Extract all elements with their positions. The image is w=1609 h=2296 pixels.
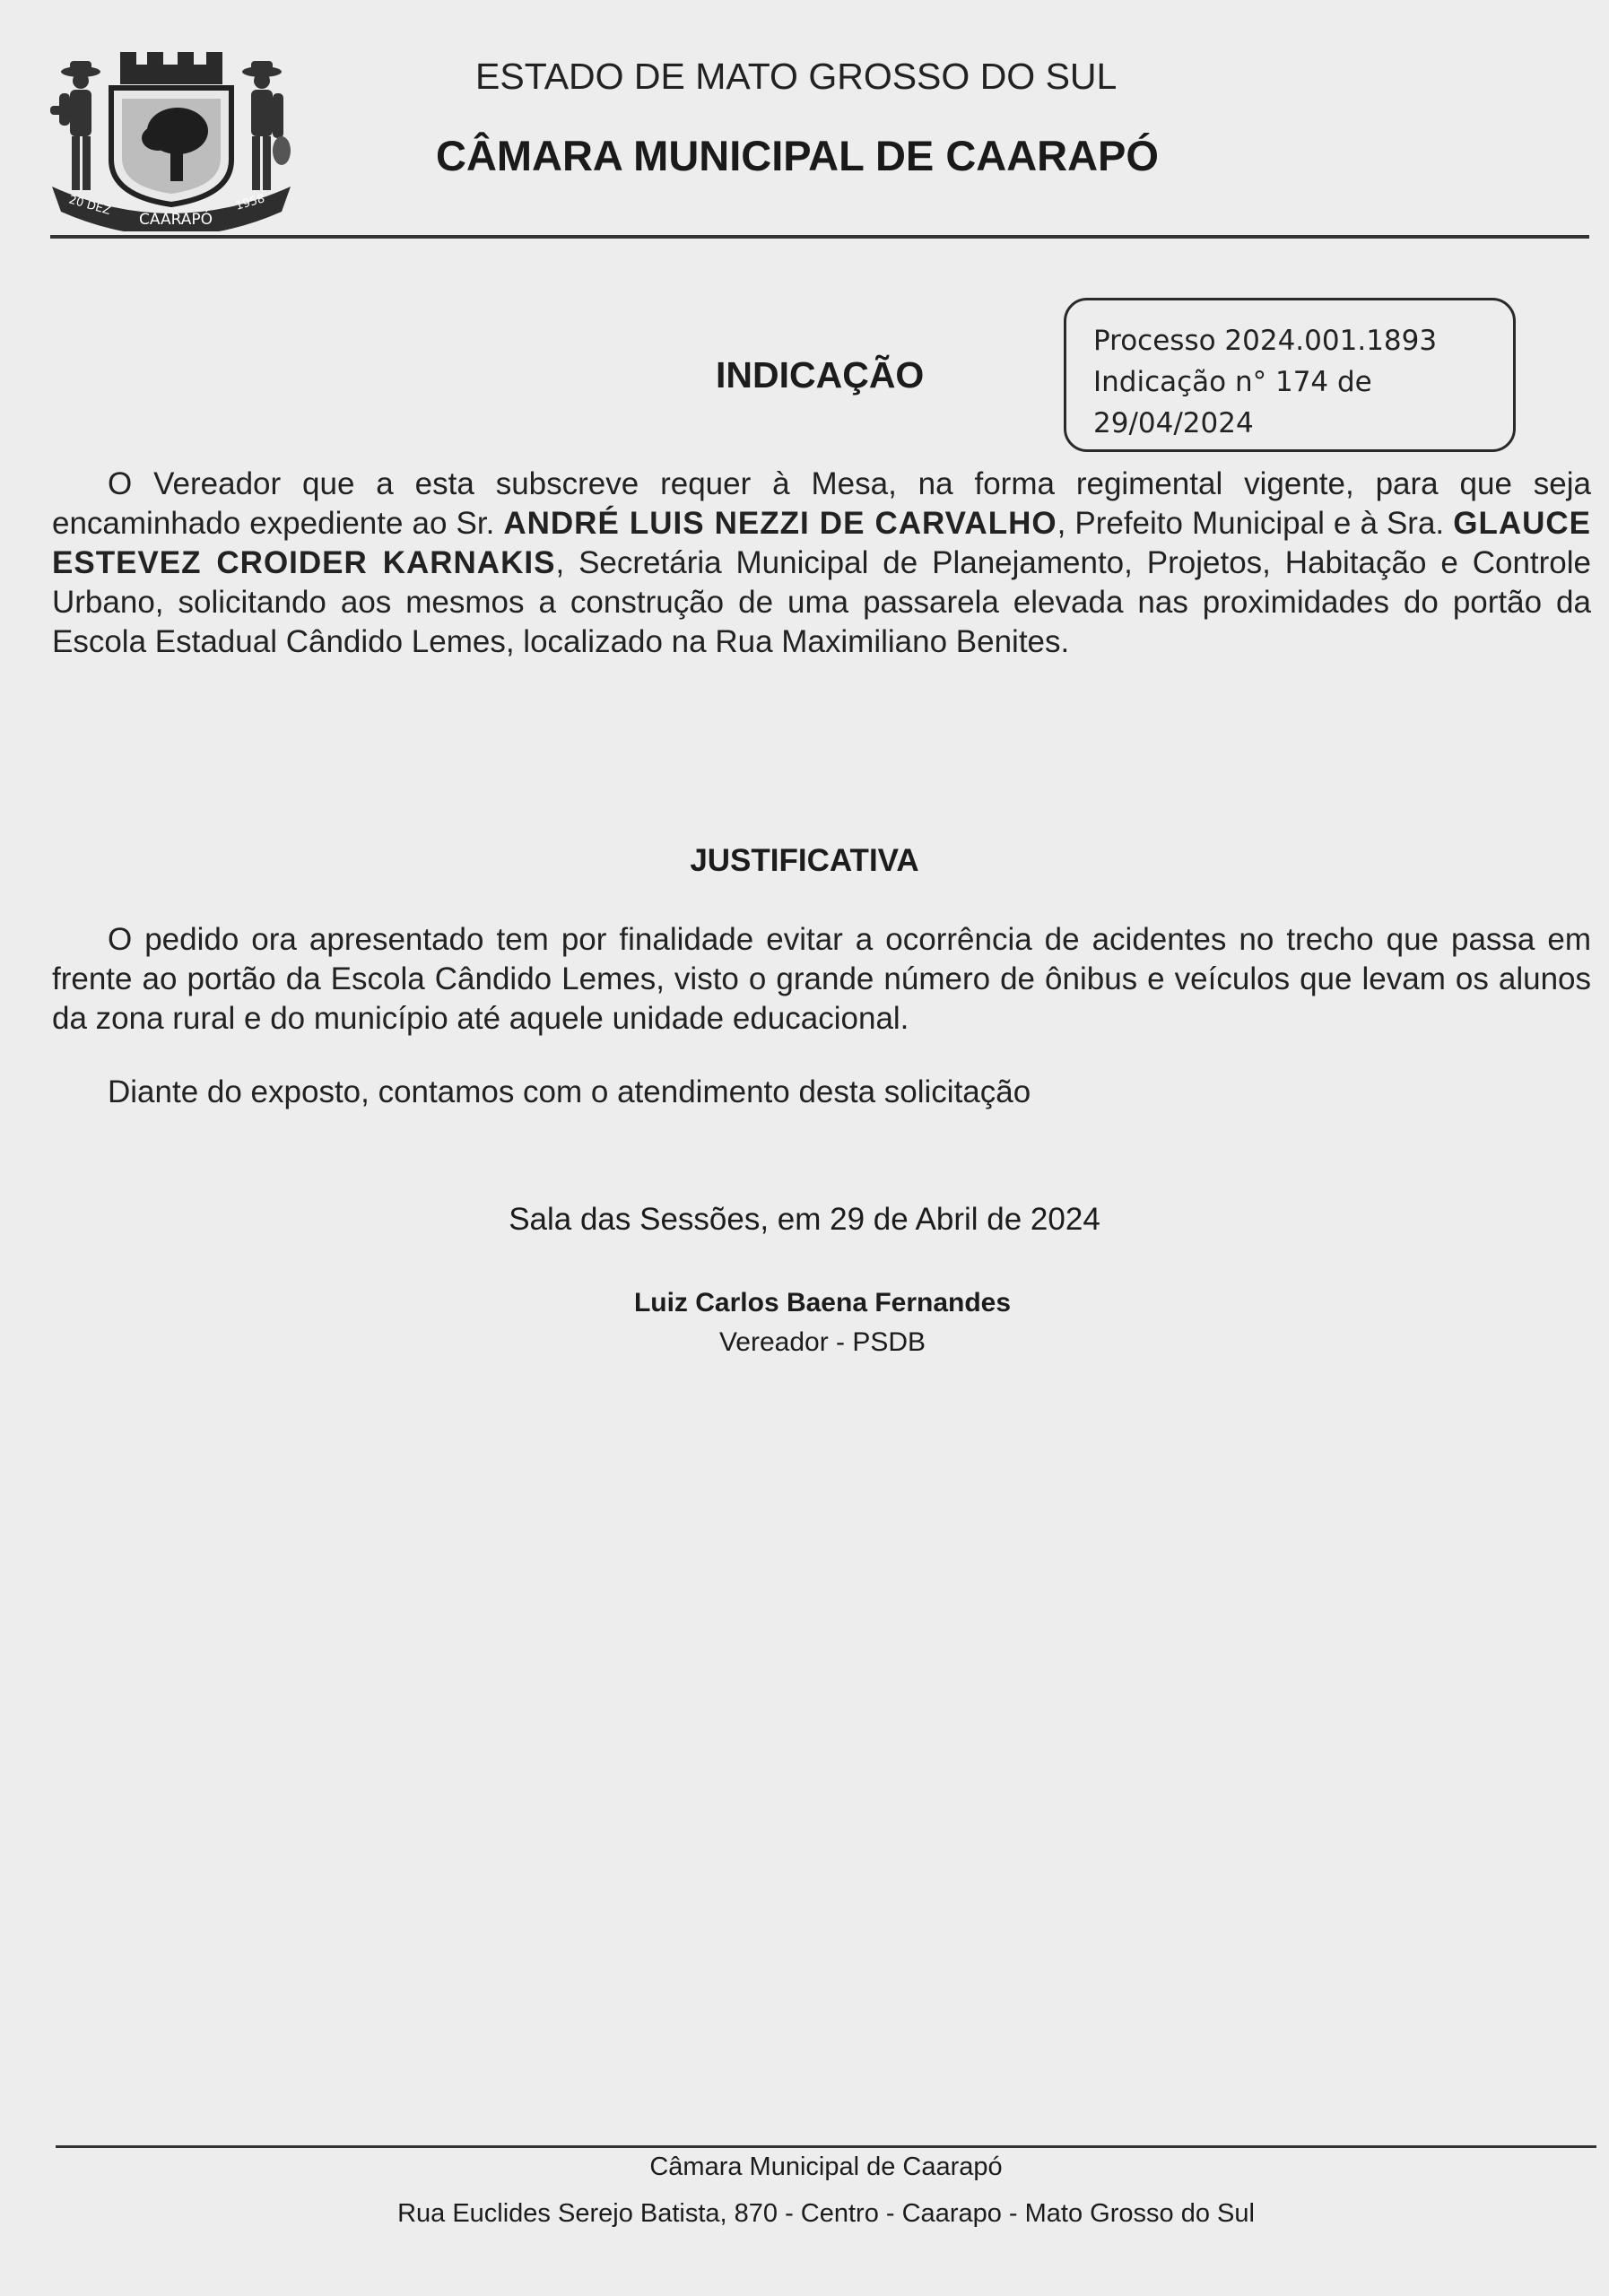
closing-paragraph (52, 1073, 1591, 1112)
municipal-crest-logo (47, 52, 296, 231)
footer-institution: Câmara Municipal de Caarapó (649, 2152, 1003, 2181)
justification-title: JUSTIFICATIVA (690, 843, 919, 878)
request-text-a: O Vereador que a esta subscreve requer à Mesa, na forma regimental vigente, para que seja encaminhado expediente ao Sr. (52, 466, 1591, 541)
secretary-name: GLAUCE ESTEVEZ CROIDER KARNAKIS (52, 506, 1591, 580)
request-paragraph (52, 465, 1591, 662)
crest-ribbon-right: 1958 (233, 192, 266, 213)
stamp-process-number: Processo 2024.001.1893 (1093, 325, 1438, 357)
crest-ribbon-left: 20 DEZ (66, 193, 112, 219)
footer-address: Rua Euclides Serejo Batista, 870 - Centro - Caarapo - Mato Grosso do Sul (397, 2199, 1255, 2228)
signer-role: Vereador - PSDB (718, 1327, 926, 1357)
justification-text: O pedido ora apresentado tem por finalidade evitar a ocorrência de acidentes no trecho que passa em frente ao portão da Escola Cândido Lemes, visto o grande número de ônibus e veículos que levam os alunos da zona rural e do município até aquele unidade educacional. (52, 922, 1591, 1036)
protocol-stamp (1064, 298, 1516, 452)
signer-name: Luiz Carlos Baena Fernandes (633, 1288, 1012, 1318)
session-date-line: Sala das Sessões, em 29 de Abril de 2024 (509, 1202, 1100, 1237)
request-text-c: , Secretária Municipal de Planejamento, Projetos, Habitação e Controle Urbano, solicitando aos mesmos a construção de uma passarela elevada nas proximidades do portão da Escola Estadual Cândido Lemes, localizado na Rua Maximiliano Benites. (52, 545, 1591, 659)
header-divider (50, 235, 1589, 239)
request-text-b: , Prefeito Municipal e à Sra. (1057, 506, 1445, 541)
mayor-name: ANDRÉ LUIS NEZZI DE CARVALHO (503, 506, 1057, 541)
header-chamber: CÂMARA MUNICIPAL DE CAARAPÓ (436, 132, 1159, 179)
header-state: ESTADO DE MATO GROSSO DO SUL (475, 56, 1118, 97)
stamp-date: 29/04/2024 (1093, 407, 1254, 439)
crest-ribbon-center: CAARAPÓ (139, 211, 213, 229)
footer-divider (56, 2145, 1596, 2148)
stamp-indication-number: Indicação n° 174 de (1093, 366, 1372, 398)
justification-paragraph (52, 920, 1591, 1039)
document-title: INDICAÇÃO (716, 354, 925, 396)
closing-text: Diante do exposto, contamos com o atendimento desta solicitação (108, 1074, 1031, 1109)
